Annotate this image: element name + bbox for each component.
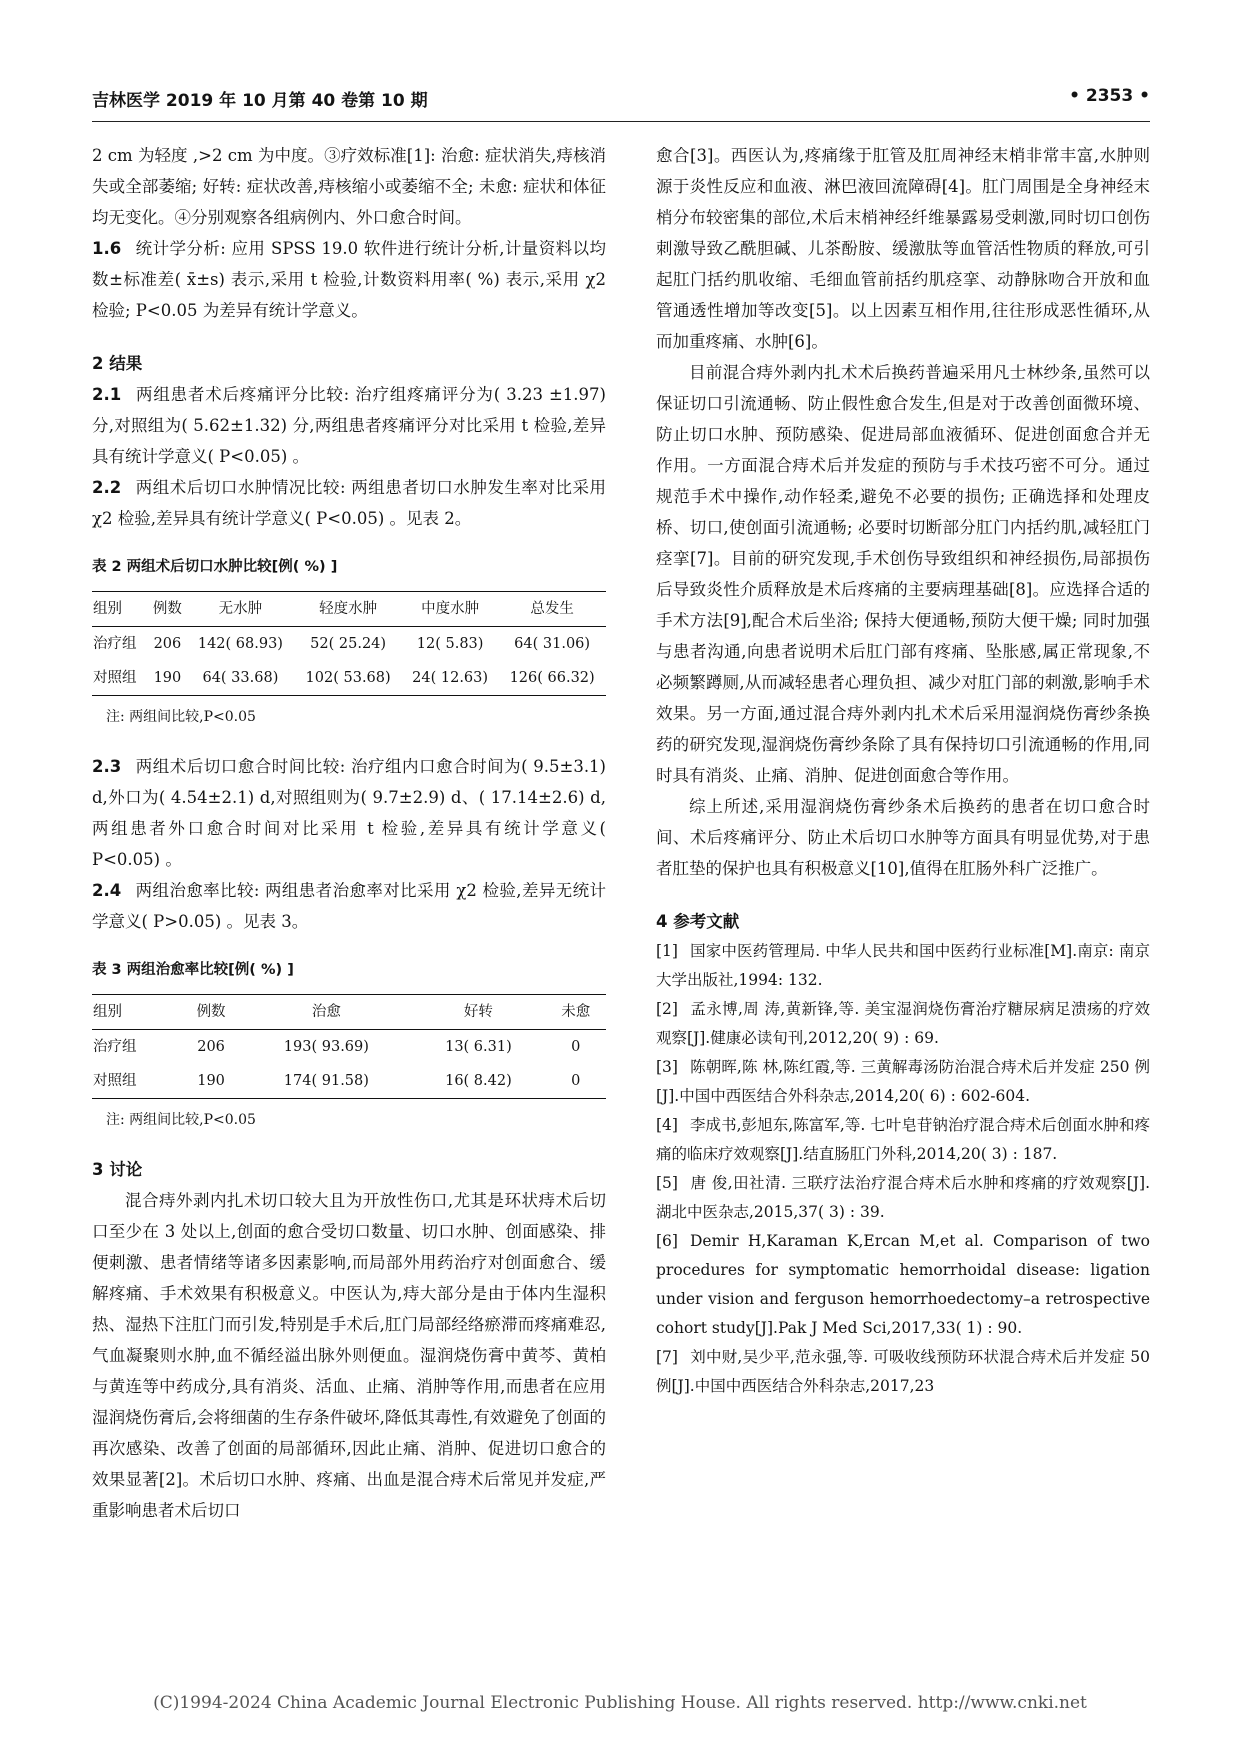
table-row [92,661,606,696]
section-text: 两组术后切口愈合时间比较: 治疗组内口愈合时间为( 9.5±3.1) d,外口为( 4.54±2.1) d,对照组则为( 9.7±2.9) d、( 17.14±2.6) d,两组患者外口愈合时间对比采用 t 检验,差异具有统计学意义( P<0.05) 。 [92,757,606,869]
table-3 [92,994,606,1099]
reference-text: 国家中医药管理局. 中华人民共和国中医药行业标准[M].南京: 南京大学出版社,1994: 132. [656,942,1150,989]
table-header-cell: 中度水肿 [402,592,498,627]
reference-text: Demir H,Karaman K,Ercan M,et al. Comparison of two procedures for symptomatic hemorrhoidal disease: ligation under vision and ferguson hemorrhoedectomy–a retrospective cohort study[J].Pak J Med Sci,2017,33( 1) : 90. [656,1232,1150,1337]
reference-list [656,937,1150,1401]
table-cell: 13( 6.31) [445,1038,512,1055]
table-cell: 12( 5.83) [416,635,484,652]
section-2-3 [92,751,606,875]
table-row [92,627,606,662]
page-number: • 2353 • [1069,86,1150,106]
reference-number: [7] [656,1348,678,1366]
table-cell: 52( 25.24) [310,635,387,652]
table-2-caption: 表 2 两组术后切口水肿比较[例( %) ] [92,559,338,575]
running-header [92,86,1150,114]
section-number: 2.3 [92,757,122,776]
table-3-caption: 表 3 两组治愈率比较[例( %) ] [92,962,294,978]
reference-number: [2] [656,1000,678,1018]
reference-text: 刘中财,吴少平,范永强,等. 可吸收线预防环状混合痔术后并发症 50 例[J].中国中西医结合外科杂志,2017,23 [656,1348,1150,1395]
table-header-cell: 未愈 [545,995,606,1030]
reference-text: 李成书,彭旭东,陈富军,等. 七叶皂苷钠治疗混合痔术后创面水肿和疼痛的临床疗效观察[J].结直肠肛门外科,2014,20( 3) : 187. [656,1116,1150,1163]
paragraph-discussion: 混合痔外剥内扎术切口较大且为开放性伤口,尤其是环状痔术后切口至少在 3 处以上,创面的愈合受切口数量、切口水肿、创面感染、排便刺激、患者情绪等诸多因素影响,而局部外用药治疗对创面愈合、缓解疼痛、手术效果有积极意义。中医认为,痔大部分是由于体内生湿积热、湿热下注肛门而引发,特别是手术后,肛门局部经络瘀滞而疼痛难忍,气血凝聚则水肿,血不循经溢出脉外则便血。湿润烧伤膏中黄芩、黄柏与黄连等中药成分,具有消炎、活血、止痛、消肿等作用,而患者在应用湿润烧伤膏后,会将细菌的生存条件破坏,降低其毒性,有效避免了创面的再次感染、改善了创面的局部循环,因此止痛、消肿、促进切口愈合的效果显著[2]。术后切口水肿、疼痛、出血是混合痔术后常见并发症,严重影响患者术后切口 [92,1191,606,1520]
section-heading-results: 2 结果 [92,354,143,373]
left-column [92,140,606,1526]
paragraph-discussion-cont: 愈合[3]。西医认为,疼痛缘于肛管及肛周神经末梢非常丰富,水肿则源于炎性反应和血液、淋巴液回流障碍[4]。肛门周围是全身神经末梢分布较密集的部位,术后末梢神经纤维暴露易受刺激,同时切口创伤刺激导致乙酰胆碱、儿茶酚胺、缓激肽等血管活性物质的释放,可引起肛门括约肌收缩、毛细血管前括约肌痉挛、动静脉吻合开放和血管通透性增加等改变[5]。以上因素互相作用,往往形成恶性循环,从而加重疼痛、水肿[6]。 [656,146,1150,351]
paragraph-criteria: 2 cm 为轻度 ,>2 cm 为中度。③疗效标准[1]: 治愈: 症状消失,痔核消失或全部萎缩; 好转: 症状改善,痔核缩小或萎缩不全; 未愈: 症状和体征均无变化。④分别观察各组病例内、外口愈合时间。 [92,146,606,227]
table-2-note: 注: 两组间比较,P<0.05 [106,709,256,725]
section-number: 2.2 [92,478,122,497]
table-cell: 24( 12.63) [402,661,498,696]
section-text: 两组患者术后疼痛评分比较: 治疗组疼痛评分为( 3.23 ±1.97) 分,对照组为( 5.62±1.32) 分,两组患者疼痛评分对比采用 t 检验,差异具有统计学意义( P<0.05) 。 [92,385,606,466]
table-header-cell: 轻度水肿 [294,592,402,627]
section-2-1 [92,379,606,472]
table-header-row [92,995,606,1030]
table-cell: 0 [571,1038,581,1055]
table-row [92,1064,606,1099]
table-cell: 16( 8.42) [411,1064,545,1099]
table-header-cell: 例数 [181,995,242,1030]
reference-item [656,995,1150,1053]
section-text: 统计学分析: 应用 SPSS 19.0 软件进行统计分析,计量资料以均数±标准差( x̄±s) 表示,采用 t 检验,计数资料用率( %) 表示,采用 χ2 检验; P<0.05 为差异有统计学意义。 [92,239,606,320]
table-cell: 对照组 [92,1064,181,1099]
copyright-footer: (C)1994-2024 China Academic Journal Electronic Publishing House. All rights reserved. http://www.cnki.net [153,1693,1087,1713]
reference-text: 陈朝晖,陈 林,陈红霞,等. 三黄解毒汤防治混合痔术后并发症 250 例[J].中国中西医结合外科杂志,2014,20( 6) : 602-604. [656,1058,1150,1105]
reference-item [656,1053,1150,1111]
journal-name: 吉林医学 2019 年 10 月第 40 卷第 10 期 [92,91,428,111]
section-text: 两组治愈率比较: 两组患者治愈率对比采用 χ2 检验,差异无统计学意义( P>0.05) 。见表 3。 [92,881,606,931]
table-cell: 193( 93.69) [283,1038,369,1055]
table-cell: 64( 33.68) [187,661,295,696]
reference-number: [4] [656,1116,678,1134]
reference-text: 孟永博,周 涛,黄新锋,等. 美宝湿润烧伤膏治疗糖尿病足溃疡的疗效观察[J].健康必读旬刊,2012,20( 9) : 69. [656,1000,1150,1047]
reference-number: [3] [656,1058,678,1076]
table-cell: 64( 31.06) [514,635,591,652]
table-cell: 174( 91.58) [241,1064,411,1099]
section-text: 两组术后切口水肿情况比较: 两组患者切口水肿发生率对比采用 χ2 检验,差异具有统计学意义( P<0.05) 。见表 2。 [92,478,606,528]
table-header-cell: 好转 [411,995,545,1030]
reference-item [656,1227,1150,1343]
table-2 [92,591,606,696]
table-header-cell: 总发生 [498,592,606,627]
table-cell: 治疗组 [93,635,137,652]
reference-item [656,1111,1150,1169]
table-cell: 190 [181,1064,242,1099]
table-cell: 0 [545,1064,606,1099]
table-cell: 190 [148,661,186,696]
paragraph-conclusion: 综上所述,采用湿润烧伤膏纱条术后换药的患者在切口愈合时间、术后疼痛评分、防止术后切口水肿等方面具有明显优势,对于患者肛垫的保护也具有积极意义[10],值得在肛肠外科广泛推广。 [656,797,1150,878]
table-cell: 102( 53.68) [294,661,402,696]
reference-number: [5] [656,1174,678,1192]
table-cell: 142( 68.93) [197,635,283,652]
section-2-4 [92,875,606,937]
right-column [656,140,1150,1401]
table-cell: 206 [197,1038,225,1055]
table-row [92,1030,606,1065]
reference-item [656,1343,1150,1401]
section-number: 2.4 [92,881,122,900]
table-header-cell: 组别 [92,592,148,627]
section-number: 2.1 [92,385,122,404]
reference-item [656,937,1150,995]
table-cell: 治疗组 [93,1038,137,1055]
table-header-row [92,592,606,627]
table-header-cell: 无水肿 [187,592,295,627]
reference-number: [6] [656,1232,678,1250]
table-cell: 206 [153,635,182,652]
paragraph-dressing: 目前混合痔外剥内扎术术后换药普遍采用凡士林纱条,虽然可以保证切口引流通畅、防止假性愈合发生,但是对于改善创面微环境、防止切口水肿、预防感染、促进局部血液循环、促进创面愈合并无作用。一方面混合痔术后并发症的预防与手术技巧密不可分。通过规范手术中操作,动作轻柔,避免不必要的损伤; 正确选择和处理皮桥、切口,使创面引流通畅; 必要时切断部分肛门内括约肌,减轻肛门痉挛[7]。目前的研究发现,手术创伤导致组织和神经损伤,局部损伤后导致炎性介质释放是术后疼痛的主要病理基础[8]。应选择合适的手术方法[9],配合术后坐浴; 保持大便通畅,预防大便干燥; 同时加强与患者沟通,向患者说明术后肛门部有疼痛、坠胀感,属正常现象,不必频繁蹲厕,从而减轻患者心理负担、减少对肛门部的刺激,影响手术效果。另一方面,通过混合痔外剥内扎术术后采用湿润烧伤膏纱条换药的研究发现,湿润烧伤膏纱条除了具有保持切口引流通畅的作用,同时具有消炎、止痛、消肿、促进创面愈合等作用。 [656,363,1150,785]
table-header-cell: 组别 [92,995,181,1030]
reference-text: 唐 俊,田社清. 三联疗法治疗混合痔术后水肿和疼痛的疗效观察[J].湖北中医杂志,2015,37( 3) : 39. [656,1174,1150,1221]
section-number: 1.6 [92,239,122,258]
table-header-cell: 治愈 [241,995,411,1030]
section-heading-references: 4 参考文献 [656,912,740,931]
reference-number: [1] [656,942,678,960]
section-2-2 [92,472,606,534]
table-header-cell: 例数 [148,592,186,627]
table-cell: 对照组 [92,661,148,696]
reference-item [656,1169,1150,1227]
header-divider [92,121,1150,122]
section-1-6 [92,233,606,326]
table-3-note: 注: 两组间比较,P<0.05 [106,1112,256,1128]
section-heading-discussion: 3 讨论 [92,1160,143,1179]
table-cell: 126( 66.32) [498,661,606,696]
